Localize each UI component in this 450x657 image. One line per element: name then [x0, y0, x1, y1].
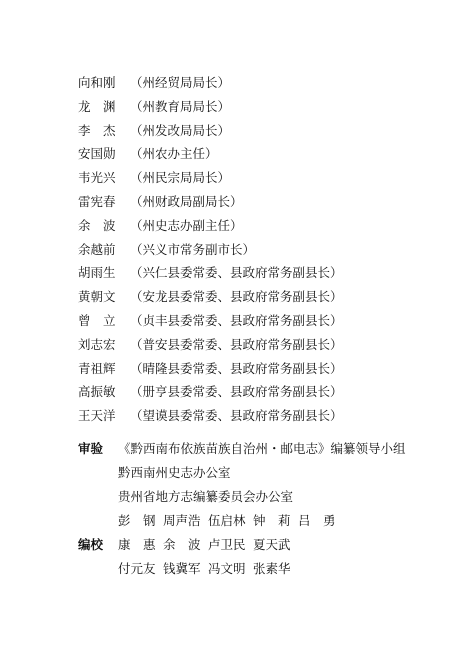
member-role: （州财政局副局长）: [130, 193, 243, 209]
member-role: （州教育局局长）: [130, 98, 231, 114]
reviewer-name: 钟 莉: [253, 513, 291, 528]
member-role: （州农办主任）: [130, 146, 218, 162]
member-row: [78, 190, 438, 214]
member-name: 黄朝文: [78, 289, 116, 305]
member-name: 青祖辉: [78, 360, 116, 376]
member-name: 韦光兴: [78, 170, 116, 186]
proofreader-name: 夏天武: [253, 537, 291, 552]
member-row: [78, 333, 438, 357]
review-names-row: [78, 509, 438, 533]
proofreader-name: 余 波: [163, 537, 201, 552]
reviewer-name: 彭 钢: [118, 513, 156, 528]
proofreader-name: 张素华: [253, 561, 291, 576]
member-role: （贞丰县委常委、县政府常务副县长）: [130, 312, 343, 328]
member-role: （兴仁县委常委、县政府常务副县长）: [130, 265, 343, 281]
reviewer-name: 周声浩: [163, 513, 201, 528]
member-row: [78, 404, 438, 428]
proofreader-name: 卢卫民: [208, 537, 246, 552]
member-row: [78, 238, 438, 262]
proofreading-row-1: [78, 533, 438, 557]
member-row: [78, 119, 438, 143]
member-role: （望谟县委常委、县政府常务副县长）: [130, 408, 343, 424]
review-org: 黔西南州史志办公室: [118, 465, 231, 480]
member-row: [78, 309, 438, 333]
member-row: [78, 380, 438, 404]
member-name: 安国勋: [78, 146, 116, 162]
member-name: 刘志宏: [78, 336, 116, 352]
member-name: 余越前: [78, 241, 116, 257]
proofreader-name: 康 惠: [118, 537, 156, 552]
proofreader-name: 冯文明: [208, 561, 246, 576]
member-row: [78, 71, 438, 95]
member-row: [78, 261, 438, 285]
reviewer-name: 吕 勇: [298, 513, 336, 528]
member-name: 向和刚: [78, 75, 116, 90]
proofreader-name: 付元友: [118, 561, 156, 576]
member-role: （州史志办副主任）: [130, 217, 243, 233]
member-row: [78, 95, 438, 119]
member-role: （册亨县委常委、县政府常务副县长）: [130, 384, 343, 400]
proofreader-names: [118, 557, 298, 581]
member-role: （州发改局局长）: [130, 122, 231, 138]
member-row: [78, 142, 438, 166]
member-row: [78, 285, 438, 309]
review-line-2: [78, 461, 438, 485]
proofreading-row-2: [78, 557, 438, 581]
member-role: （普安县委常委、县政府常务副县长）: [130, 336, 343, 352]
member-role: （兴义市常务副市长）: [130, 241, 256, 257]
member-name: 李 杰: [78, 122, 116, 138]
member-role: （州民宗局局长）: [130, 170, 231, 186]
member-name: 余 波: [78, 217, 116, 233]
member-row: [78, 357, 438, 381]
member-name: 雷宪春: [78, 193, 116, 209]
member-name: 龙 渊: [78, 98, 116, 114]
proofreader-name: 钱冀军: [163, 561, 201, 576]
review-org: 贵州省地方志编纂委员会办公室: [118, 489, 294, 504]
reviewer-name: 伍启林: [208, 513, 246, 528]
review-line-1: [78, 437, 438, 461]
member-name: 王天洋: [78, 408, 116, 424]
proofreading-label: 编校: [78, 537, 104, 552]
review-line-3: [78, 485, 438, 509]
proofreader-names: [118, 533, 298, 557]
review-org: 《黔西南布依族苗族自治州・邮电志》编纂领导小组: [118, 441, 406, 456]
credits-section: [78, 437, 438, 581]
member-row: [78, 214, 438, 238]
member-role: （晴隆县委常委、县政府常务副县长）: [130, 360, 343, 376]
member-name: 曾 立: [78, 312, 116, 328]
member-name: 高振敏: [78, 384, 116, 400]
member-list: [78, 71, 438, 428]
member-role: （州经贸局局长）: [130, 75, 231, 90]
member-name: 胡雨生: [78, 265, 116, 281]
member-row: [78, 166, 438, 190]
member-role: （安龙县委常委、县政府常务副县长）: [130, 289, 343, 305]
review-names: [118, 509, 343, 533]
review-label: 审验: [78, 441, 104, 456]
